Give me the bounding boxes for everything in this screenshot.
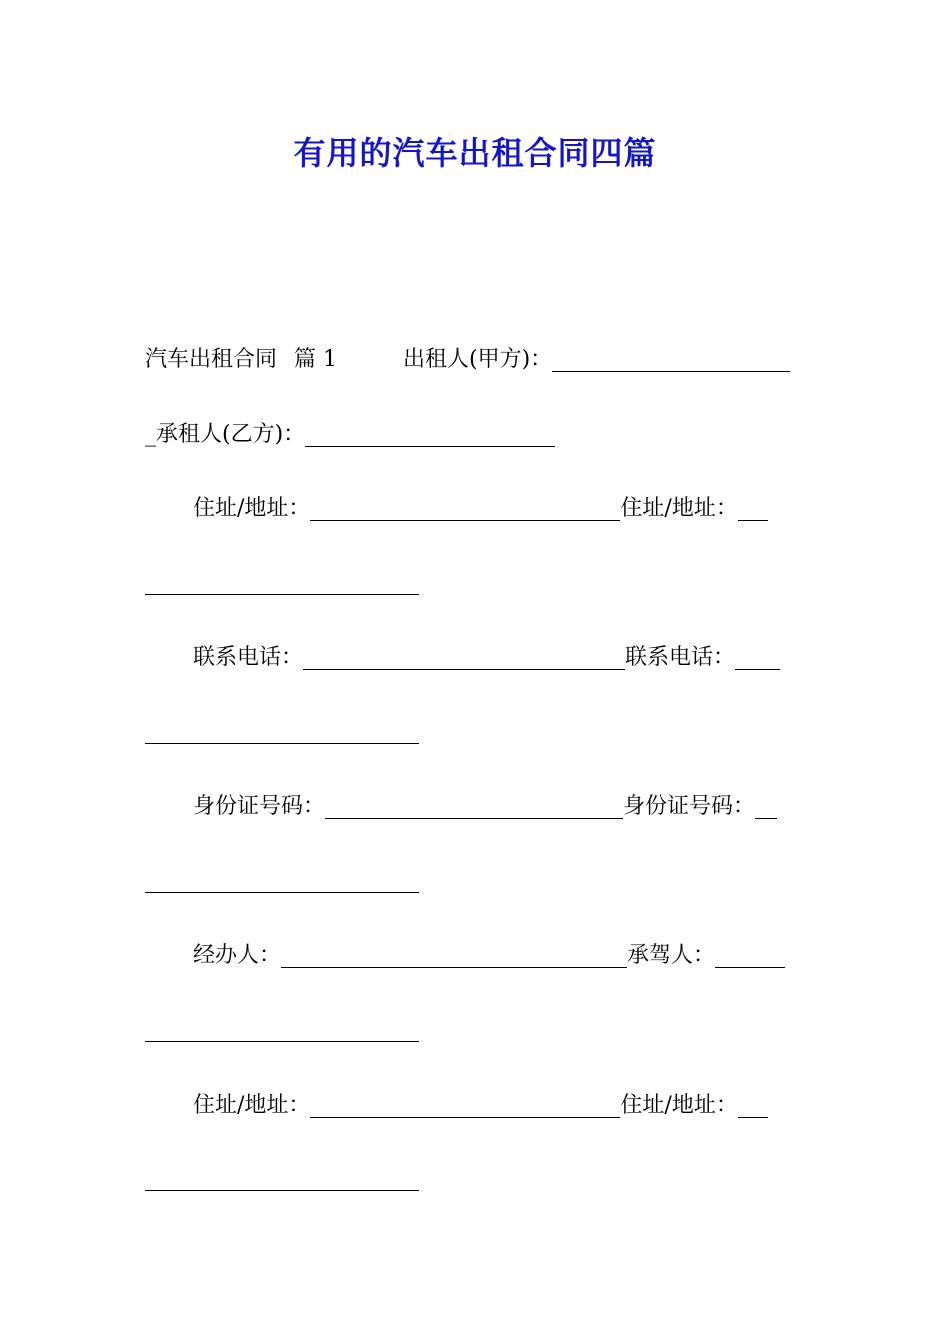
address2-blank-b [738, 1095, 768, 1118]
lessee-line [145, 420, 807, 450]
phone-continuation-blank [145, 743, 419, 744]
address-label-b: 住址/地址： [620, 496, 738, 521]
phone-blank-a [303, 647, 625, 670]
contract-part-number: 篇 1 [294, 347, 338, 372]
lessee-prefix: _ [145, 422, 156, 447]
lessee-blank [305, 424, 555, 447]
driver-continuation-blank [145, 1041, 419, 1042]
lessor-blank [552, 349, 790, 372]
phone-label-b: 联系电话： [625, 645, 736, 670]
address2-label-b: 住址/地址： [620, 1093, 738, 1118]
address2-continuation-blank [145, 1190, 419, 1191]
lessor-label: 出租人(甲方)： [403, 347, 553, 372]
address-line [145, 494, 807, 524]
document-title: 有用的汽车出租合同四篇 [293, 134, 657, 172]
address-blank-a [310, 498, 620, 521]
address-label-a: 住址/地址： [193, 496, 311, 521]
id-blank-b [755, 796, 777, 819]
id-blank-a [325, 796, 623, 819]
phone-label-a: 联系电话： [193, 645, 304, 670]
id-line [145, 792, 807, 822]
address2-line [145, 1091, 807, 1121]
contract-heading: 汽车出租合同 [145, 347, 278, 372]
agent-line [145, 941, 807, 971]
driver-blank [715, 945, 785, 968]
address-blank-b [738, 498, 768, 521]
id-label-a: 身份证号码： [193, 794, 326, 819]
address-continuation-blank [145, 594, 419, 595]
address2-blank-a [310, 1095, 620, 1118]
phone-blank-b [735, 647, 780, 670]
driver-label: 承驾人： [627, 943, 716, 968]
contract-heading-line [145, 345, 807, 375]
phone-line [145, 643, 807, 673]
lessee-label: 承租人(乙方)： [156, 422, 306, 447]
id-label-b: 身份证号码： [623, 794, 756, 819]
address2-label-a: 住址/地址： [193, 1093, 311, 1118]
agent-blank [281, 945, 627, 968]
agent-label: 经办人： [193, 943, 282, 968]
id-continuation-blank [145, 892, 419, 893]
